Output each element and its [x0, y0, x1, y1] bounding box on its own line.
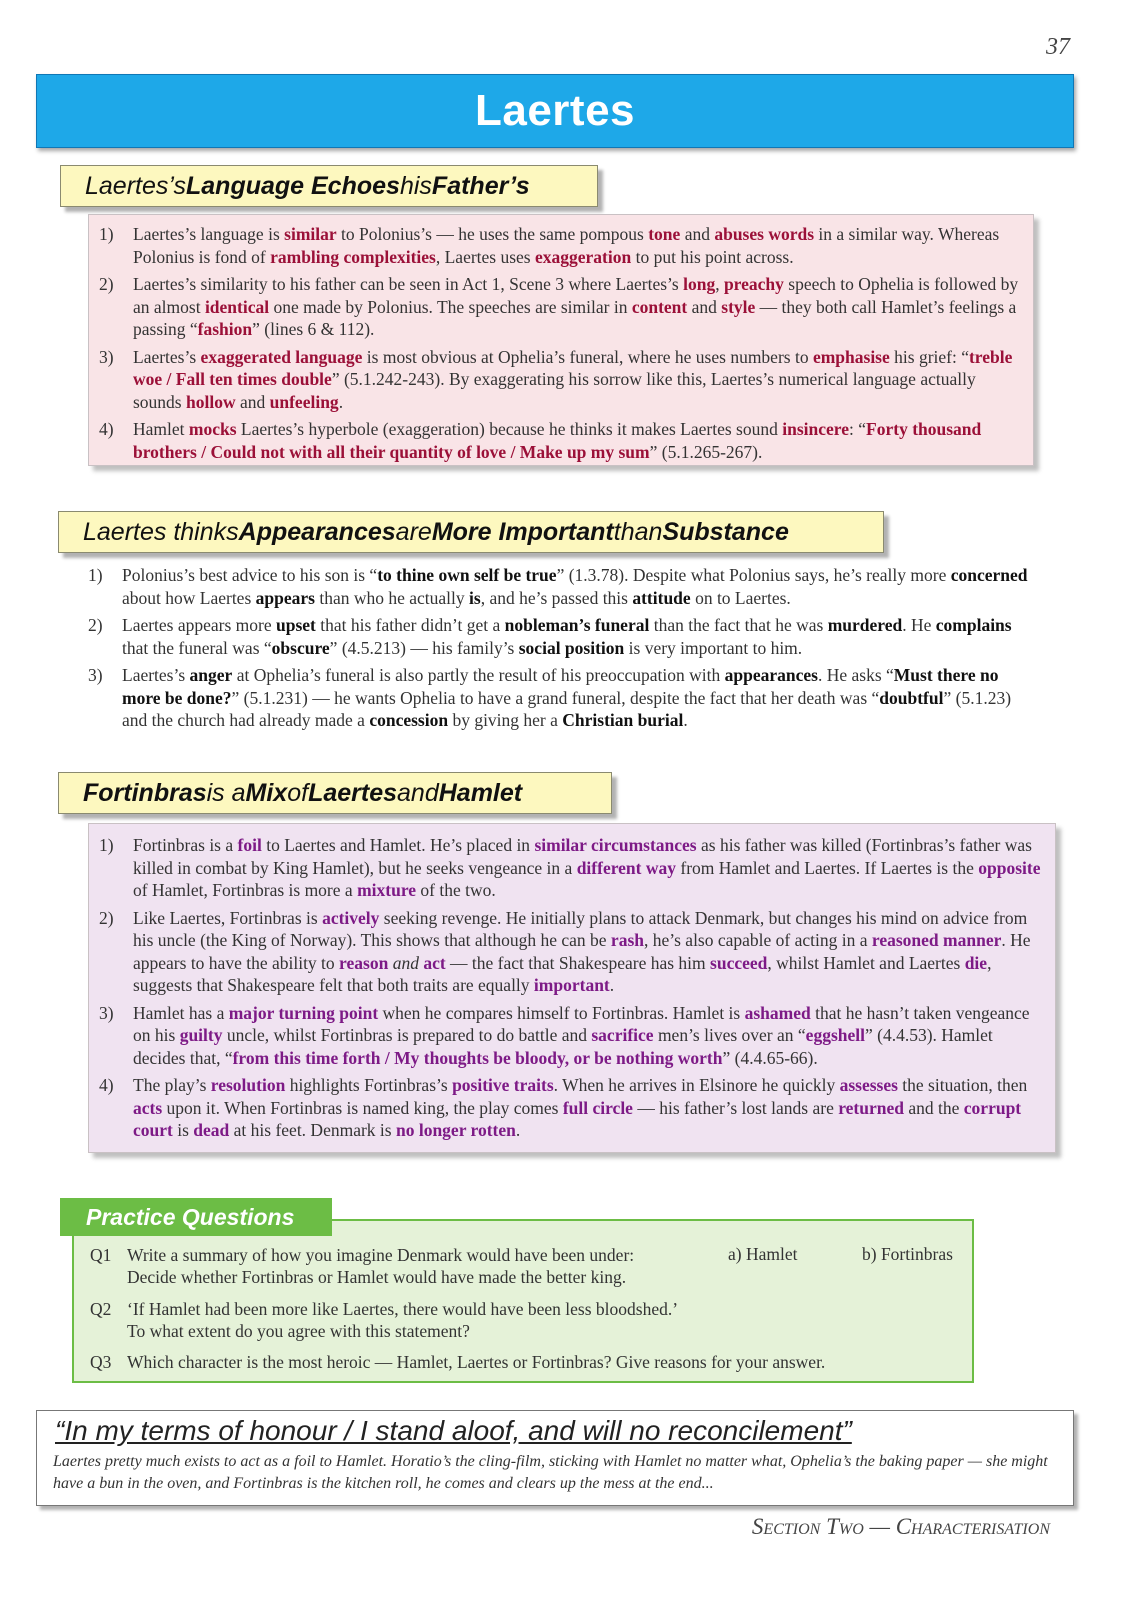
question-1-option-b: b) Fortinbras: [862, 1244, 953, 1264]
question-text: [127, 1298, 950, 1342]
heading-text-bold: Fortinbras: [83, 778, 207, 807]
list-item: [89, 273, 1019, 341]
item-number: 4): [99, 419, 114, 439]
item-text: Laertes’s similarity to his father can be seen in Act 1, Scene 3 where Laertes’s long, preachy speech to Ophelia is followed by an almost identical one made by Polonius. The speeches are similar in content and style — they both call Hamlet’s feelings a passing “fashion” (lines 6 & 112).: [133, 274, 1019, 339]
fortinbras-points-box: [88, 823, 1056, 1153]
item-number: 3): [99, 346, 114, 367]
heading-text-bold: Substance: [662, 517, 789, 546]
list-item: [89, 223, 1019, 268]
heading-text-bold: Laertes: [308, 778, 398, 807]
heading-text: his: [399, 171, 432, 200]
item-text: Polonius’s best advice to his son is “to thine own self be true” (1.3.78). Despite what Polonius says, he’s really more concerned about how Laertes appears than who he actually is, and he’s passed this attitude on to Laertes.: [122, 565, 1028, 608]
heading-text-bold: Language Echoes: [186, 171, 400, 200]
heading-text-bold: Mix: [245, 778, 288, 807]
item-number: 2): [99, 274, 114, 294]
list-item: [78, 664, 1038, 732]
question-2: [90, 1298, 950, 1342]
question-number: Q3: [90, 1352, 112, 1372]
question-line: ‘If Hamlet had been more like Laertes, there would have been less bloodshed.’: [127, 1299, 679, 1319]
practice-questions-tab: Practice Questions: [60, 1198, 332, 1236]
item-text: Hamlet mocks Laertes’s hyperbole (exaggeration) because he thinks it makes Laertes sound insincere: “Forty thousand brothers / Could not with all their quantity of love / Make up my sum” (5.1.265-267).: [133, 419, 982, 462]
question-line: Decide whether Fortinbras or Hamlet would have made the better king.: [127, 1267, 627, 1287]
item-number: 1): [99, 835, 114, 855]
question-1-option-a: a) Hamlet: [728, 1244, 798, 1264]
question-text: Which character is the most heroic — Hamlet, Laertes or Fortinbras? Give reasons for your answer.: [127, 1352, 826, 1372]
question-number: Q1: [90, 1245, 112, 1265]
item-text: The play’s resolution highlights Fortinbras’s positive traits. When he arrives in Elsinore he quickly assesses the situation, then acts upon it. When Fortinbras is named king, the play comes full circle — his father’s lost lands are returned and the corrupt court is dead at his feet. Denmark is no longer rotten.: [133, 1075, 1028, 1140]
appearances-points: [78, 564, 1038, 737]
heading-text: and: [397, 778, 439, 807]
heading-text: are: [395, 517, 432, 546]
item-number: 3): [99, 1002, 114, 1023]
list-item: [89, 346, 1019, 414]
item-text: Laertes’s anger at Ophelia’s funeral is also partly the result of his preoccupation with appearances. He asks “Must there no more be done?” (5.1.231) — he wants Ophelia to have a grand funeral, despite the fact that her death was “doubtful” (5.1.23) and the church had already made a concession by giving her a Christian burial.: [122, 665, 1012, 730]
question-1: [90, 1244, 950, 1288]
question-line: Write a summary of how you imagine Denmark would have been under:: [127, 1245, 635, 1265]
list-item: [78, 614, 1038, 659]
list-item: [89, 418, 1019, 463]
page-number: 37: [1046, 34, 1070, 60]
heading-text: of: [287, 778, 309, 807]
language-points-list: [89, 223, 1019, 463]
item-text: Fortinbras is a foil to Laertes and Hamlet. He’s placed in similar circumstances as his father was killed (Fortinbras’s father was killed in combat by King Hamlet), but he seeks vengeance in a different way from Hamlet and Laertes. If Laertes is the opposite of Hamlet, Fortinbras is more a mixture of the two.: [133, 835, 1041, 900]
language-points-box: [88, 214, 1034, 466]
item-number: 1): [88, 565, 103, 585]
question-number: Q2: [90, 1299, 112, 1319]
appearances-points-list: [78, 564, 1038, 732]
section-heading-language: [60, 165, 598, 207]
fortinbras-points-list: [89, 834, 1043, 1142]
heading-text: is a: [206, 778, 246, 807]
list-item: [89, 1074, 1043, 1142]
question-line: To what extent do you agree with this statement?: [127, 1321, 470, 1341]
section-footer: Section Two — Characterisation: [751, 1514, 1050, 1539]
heading-text-bold: Father’s: [431, 171, 530, 200]
item-text: Hamlet has a major turning point when he compares himself to Fortinbras. Hamlet is ashamed that he hasn’t taken vengeance on his guilty uncle, whilst Fortinbras is prepared to do battle and sacrifice men’s lives over an “eggshell” (4.4.53). Hamlet decides that, “from this time forth / My thoughts be bloody, or be nothing worth” (4.4.65-66).: [133, 1002, 1030, 1068]
item-number: 3): [88, 665, 103, 685]
item-number: 1): [99, 224, 114, 244]
list-item: [78, 564, 1038, 609]
item-number: 2): [88, 615, 103, 635]
item-text: Laertes’s exaggerated language is most obvious at Ophelia’s funeral, where he uses numbers to emphasise his grief: “treble woe / Fall ten times double” (5.1.242-243). By exaggerating his sorrow like this, Laertes’s numerical language actually sounds hollow and unfeeling.: [133, 346, 1013, 412]
question-text: [127, 1244, 950, 1288]
item-number: 2): [99, 907, 114, 928]
section-heading-fortinbras: [58, 772, 612, 814]
heading-text-bold: Appearances: [238, 517, 396, 546]
page-title: Laertes: [474, 86, 636, 135]
heading-text: than: [613, 517, 663, 546]
practice-questions-box: [72, 1219, 974, 1383]
heading-text: Laertes’s: [85, 171, 186, 200]
item-text: Laertes appears more upset that his father didn’t get a nobleman’s funeral than the fact that he was murdered. He complains that the funeral was “obscure” (4.5.213) — his family’s social position is very important to him.: [122, 615, 1012, 658]
question-3: [90, 1351, 950, 1373]
section-heading-appearances: [58, 511, 884, 553]
key-quote: “In my terms of honour / I stand aloof, and will no reconcilement”: [55, 1415, 852, 1446]
heading-text-bold: Hamlet: [438, 778, 523, 807]
quote-note: Laertes pretty much exists to act as a foil to Hamlet. Horatio’s the cling-film, sticking with Hamlet no matter what, Ophelia’s the baking paper — she might have a bun in the oven, and Fortinbras is the kitchen roll, he comes and clears up the mess at the end...: [53, 1453, 1048, 1492]
list-item: [89, 1002, 1043, 1070]
heading-text-bold: More Important: [431, 517, 614, 546]
item-number: 4): [99, 1075, 114, 1095]
title-banner: [36, 74, 1074, 148]
list-item: [89, 834, 1043, 902]
list-item: [89, 907, 1043, 997]
heading-text: Laertes thinks: [83, 517, 239, 546]
item-text: Laertes’s language is similar to Polonius’s — he uses the same pompous tone and abuses words in a similar way. Whereas Polonius is fond of rambling complexities, Laertes uses exaggeration to put his point across.: [133, 224, 1000, 267]
quote-box: [36, 1410, 1074, 1506]
item-text: Like Laertes, Fortinbras is actively seeking revenge. He initially plans to attack Denmark, but changes his mind on advice from his uncle (the King of Norway). This shows that although he can be rash, he’s also capable of acting in a reasoned manner. He appears to have the ability to reason and act — the fact that Shakespeare has him succeed, whilst Hamlet and Laertes die, suggests that Shakespeare felt that both traits are equally important.: [133, 907, 1031, 995]
